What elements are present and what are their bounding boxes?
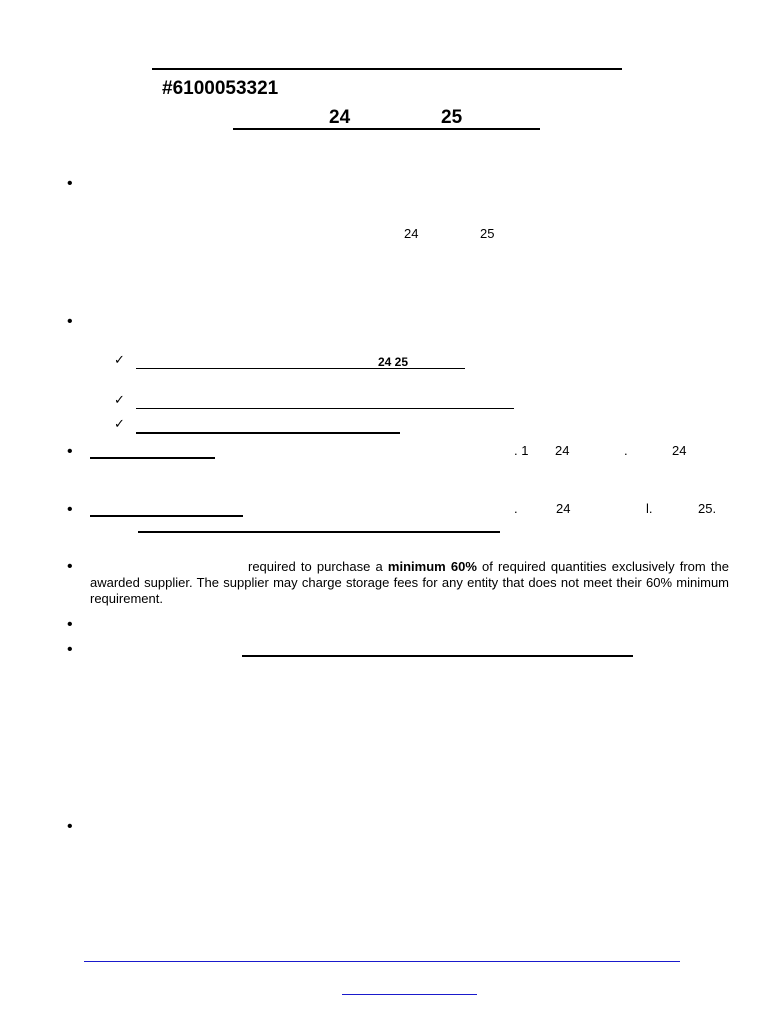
paragraph-bold: minimum 60% bbox=[387, 559, 477, 574]
bullet-marker-4: • bbox=[67, 501, 73, 518]
bullet-marker-3: • bbox=[67, 443, 73, 460]
bullet-marker-7: • bbox=[67, 641, 73, 658]
row1-heading-underline bbox=[90, 457, 215, 459]
row2-text-c: l. bbox=[646, 501, 653, 516]
row2-text-d: 25. bbox=[698, 501, 717, 516]
row2-second-line-underline bbox=[138, 531, 500, 533]
row2-text-a: . bbox=[514, 501, 518, 516]
paragraph-part-2: of required quantities exclusively from the awarded supplier. The supplier may charge storage fees for any entity that does not meet their 60% minimum requirement. bbox=[90, 559, 729, 606]
bullet-marker-1: • bbox=[67, 175, 73, 192]
checklist-item-1-underline bbox=[136, 368, 465, 369]
title-bottom-rule bbox=[233, 128, 540, 130]
row2-heading-underline bbox=[90, 515, 243, 517]
checkmark-icon: ✓ bbox=[114, 393, 125, 408]
title-top-rule bbox=[152, 68, 622, 70]
checklist-item-3-underline bbox=[136, 432, 400, 434]
checklist-item-1-text: 24 25 bbox=[378, 355, 409, 369]
contract-number: #6100053321 bbox=[162, 78, 279, 99]
section1-year-end: 25 bbox=[480, 226, 495, 241]
checklist-item-2-underline bbox=[136, 408, 514, 409]
row1-text-d: 24 bbox=[672, 443, 687, 458]
row1-text-b: 24 bbox=[555, 443, 570, 458]
title-year-end: 25 bbox=[441, 107, 463, 128]
footer-link-underline-short[interactable] bbox=[342, 994, 477, 995]
purchase-requirement-paragraph bbox=[90, 559, 729, 607]
bullet-marker-6: • bbox=[67, 616, 73, 633]
checkmark-icon: ✓ bbox=[114, 353, 125, 368]
bullet-marker-5: • bbox=[67, 558, 73, 575]
checkmark-icon: ✓ bbox=[114, 417, 125, 432]
title-year-start: 24 bbox=[329, 107, 351, 128]
paragraph-part-1: required to purchase a bbox=[248, 559, 388, 574]
footer-link-underline[interactable] bbox=[84, 961, 680, 962]
row1-text-c: . bbox=[624, 443, 628, 458]
row1-text-a: . 1 bbox=[514, 443, 529, 458]
bullet-marker-2: • bbox=[67, 313, 73, 330]
bullet-marker-8: • bbox=[67, 818, 73, 835]
section1-year-start: 24 bbox=[404, 226, 419, 241]
bullet-7-underline bbox=[242, 655, 633, 657]
row2-text-b: 24 bbox=[556, 501, 571, 516]
